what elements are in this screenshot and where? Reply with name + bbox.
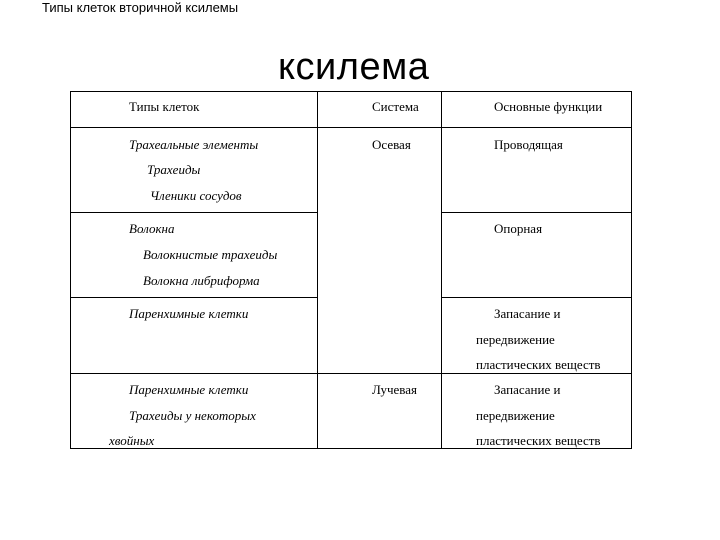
column-divider-1 [317,92,318,448]
cell-subtype: Волокна либриформа [143,273,260,288]
row-divider-parenchyma-left [71,297,317,298]
function-line: пластических веществ [476,357,601,372]
ray-cell-type: Трахеиды у некоторых [129,408,256,423]
slide-title: ксилема [278,46,430,88]
function-line: Запасание и [494,382,561,397]
header-cell-types: Типы клеток [129,99,200,114]
cell-type-tracheal: Трахеальные элементы [129,137,259,152]
system-divider [71,373,631,374]
row-divider-fibers-left [71,212,317,213]
ray-cell-type: хвойных [109,433,155,448]
system-axial: Осевая [372,137,411,152]
row-divider-parenchyma-right [441,297,631,298]
function-line: пластических веществ [476,433,601,448]
system-ray: Лучевая [372,382,418,397]
function-line: Запасание и [494,306,561,321]
xylem-cell-types-table [70,91,632,449]
cell-type-fibers: Волокна [129,221,175,236]
header-divider [71,127,631,128]
function-conducting: Проводящая [494,137,563,152]
cell-type-parenchyma: Паренхимные клетки [129,306,249,321]
header-system: Система [372,99,419,114]
function-supporting: Опорная [494,221,543,236]
cell-subtype: Трахеиды [147,162,201,177]
header-functions: Основные функции [494,99,603,114]
slide-caption: Типы клеток вторичной ксилемы [42,0,239,15]
column-divider-2 [441,92,442,448]
cell-subtype: Членики сосудов [150,188,242,203]
ray-cell-type: Паренхимные клетки [129,382,249,397]
function-line: передвижение [476,408,555,423]
cell-subtype: Волокнистые трахеиды [143,247,278,262]
row-divider-fibers-right [441,212,631,213]
function-line: передвижение [476,332,555,347]
